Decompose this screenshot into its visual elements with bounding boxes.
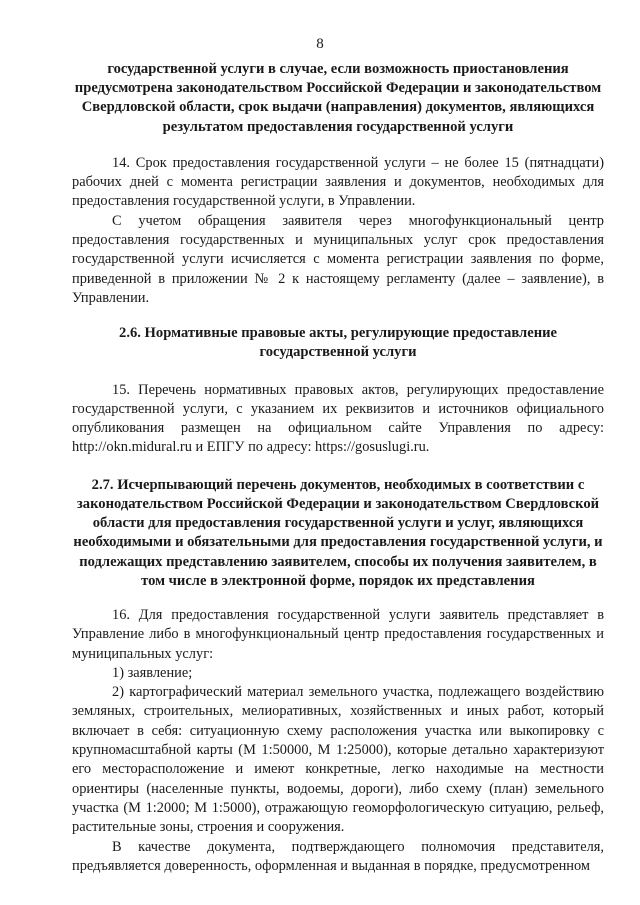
paragraph-14: 14. Срок предоставления государственной услуги – не более 15 (пятнадцати) рабочих дней с момента регистрации заявления и документов, необходимых для предоставления государственной услуги, в Управлении. [72,154,604,210]
section-heading-continued: государственной услуги в случае, если возможность приостановления предусмотрена законодательством Российской Федерации и законодательством Свердловской области, срок выдачи (направления) документов, являющихся результатом предоставления государственной услуги [74,61,602,135]
paragraph-15: 15. Перечень нормативных правовых актов, регулирующих предоставление государственной услуги, с указанием их реквизитов и источников официального опубликования размещен на официальном сайте Управления по адресу: http://okn.midural.ru и ЕПГУ по адресу: https://gosuslugi.ru. [72,381,604,456]
paragraph-14-mfc: С учетом обращения заявителя через многофункциональный центр предоставления государственных и муниципальных услуг срок предоставления государственной услуги исчисляется с момента регистрации заявления по форме, приведенной в приложении № 2 к настоящему регламенту (далее – заявление), в Управлении. [72,212,604,306]
section-2-7-heading: 2.7. Исчерпывающий перечень документов, необходимых в соответствии с законодательством Российской Федерации и законодательством Свердловской области для предоставления государственной услуги и услуг, являющихся необходимыми и обязательными для предоставления государственной услуги, и подлежащих представлению заявителем, способы их получения заявителем, в том числе в электронной форме, порядок их представления [73,476,603,589]
section-2-6-heading: 2.6. Нормативные правовые акты, регулирующие предоставление государственной услуги [119,325,557,361]
page-number: 8 [316,36,324,52]
list-item-1: 1) заявление; [112,664,193,681]
paragraph-representative: В качестве документа, подтверждающего полномочия представителя, предъявляется доверенность, оформленная и выданная в порядке, предусмотренном [72,838,604,874]
list-item-2: 2) картографический материал земельного участка, подлежащего воздействию земляных, строительных, мелиоративных, хозяйственных и иных работ, который включает в себя: ситуационную схему расположения участка или выкопировку с крупномасштабной карты (М 1:50000, М 1:25000), которые детально характеризуют его месторасположение и имеют конкретные, легко находимые на местности ориентиры (населенные пункты, водоемы, дороги), либо схему (план) земельного участка (М 1:2000; М 1:5000), отражающую геоморфологическую ситуацию, рельеф, растительные зоны, строения и сооружения. [72,684,604,836]
paragraph-16: 16. Для предоставления государственной услуги заявитель представляет в Управление либо в многофункциональный центр предоставления государственных и муниципальных услуг: [72,607,604,662]
document-body [72,60,604,876]
